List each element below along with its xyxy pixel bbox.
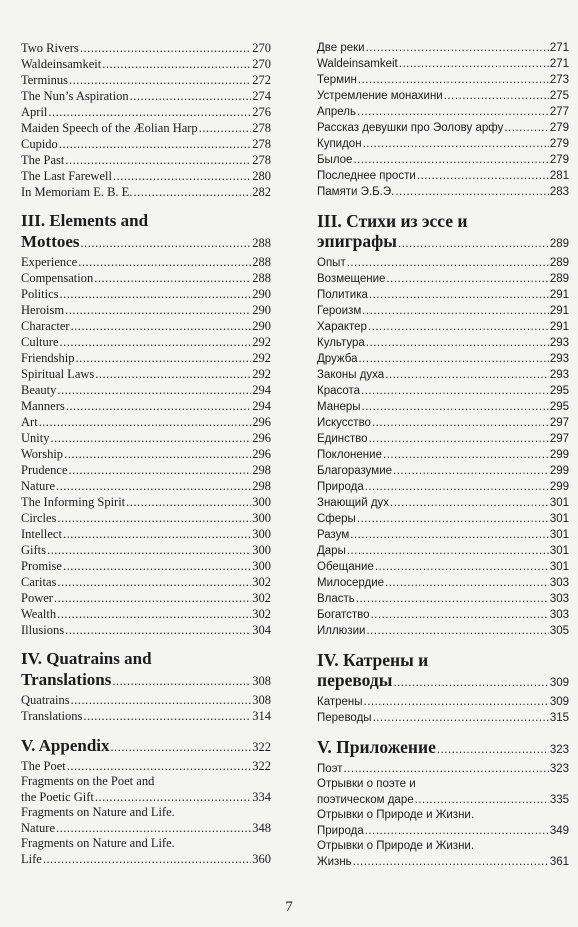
toc-entry[interactable]: Translations ..... 314 xyxy=(21,708,271,724)
toc-entry[interactable]: Купидон ..... 279 xyxy=(317,136,569,152)
toc-entry[interactable]: Термин ..... 273 xyxy=(317,72,569,88)
toc-section-5 xyxy=(21,735,271,867)
toc-entry[interactable]: Power ..... 302 xyxy=(21,590,271,606)
toc-entry[interactable]: Maiden Speech of the Æolian Harp ..... 278 xyxy=(21,120,271,136)
section-heading-line2[interactable]: переводы ..... 309 xyxy=(317,670,569,694)
toc-entry[interactable]: Иллюзии ..... 305 xyxy=(317,623,569,639)
toc-entry[interactable]: Последнее прости ..... 281 xyxy=(317,168,569,184)
toc-entry-multiline[interactable]: Отрывки о Природе и Жизни. Природа ..... 349 xyxy=(317,808,569,839)
section-heading-line2[interactable]: Translations ..... 308 xyxy=(21,669,271,692)
toc-entry[interactable]: Culture ..... 292 xyxy=(21,334,271,350)
toc-entry[interactable]: Сферы ..... 301 xyxy=(317,511,569,527)
toc-entry[interactable]: Устремление монахини ..... 275 xyxy=(317,88,569,104)
toc-entry[interactable]: Обещание ..... 301 xyxy=(317,559,569,575)
toc-entry[interactable]: Intellect ..... 300 xyxy=(21,526,271,542)
toc-column-russian xyxy=(317,40,569,870)
toc-entry-multiline[interactable]: Отрывки о поэте и поэтическом даре ..... 335 xyxy=(317,777,569,808)
toc-entry[interactable]: Дружба ..... 293 xyxy=(317,351,569,367)
toc-entry[interactable]: In Memoriam E. B. E. ..... 282 xyxy=(21,184,271,200)
toc-entry[interactable]: Знающий дух ..... 301 xyxy=(317,495,569,511)
toc-entry[interactable]: Переводы ..... 315 xyxy=(317,710,569,726)
toc-entry[interactable]: Illusions ..... 304 xyxy=(21,622,271,638)
toc-entry[interactable]: Beauty ..... 294 xyxy=(21,382,271,398)
toc-entry[interactable]: Дары ..... 301 xyxy=(317,543,569,559)
toc-entry[interactable]: Friendship ..... 292 xyxy=(21,350,271,366)
toc-section-3 xyxy=(317,211,569,639)
toc-entry[interactable]: Манеры ..... 295 xyxy=(317,399,569,415)
toc-entry[interactable]: Manners ..... 294 xyxy=(21,398,271,414)
toc-entry[interactable]: The Nun’s Aspiration ..... 274 xyxy=(21,88,271,104)
toc-entry[interactable]: The Last Farewell ..... 280 xyxy=(21,168,271,184)
toc-entry[interactable]: Апрель ..... 277 xyxy=(317,104,569,120)
toc-entry[interactable]: Compensation ..... 288 xyxy=(21,270,271,286)
toc-entry[interactable]: Культура ..... 293 xyxy=(317,335,569,351)
toc-entry[interactable]: Quatrains ..... 308 xyxy=(21,692,271,708)
page-number: 7 xyxy=(285,899,293,915)
toc-group-top xyxy=(21,40,271,200)
section-heading-line2[interactable]: Mottoes ..... 288 xyxy=(21,231,271,254)
toc-entry[interactable]: Памяти Э.Б.Э. ..... 283 xyxy=(317,184,569,200)
toc-entry[interactable]: Рассказ девушки про Эолову арфу ..... 279 xyxy=(317,120,569,136)
toc-entry[interactable]: Politics ..... 290 xyxy=(21,286,271,302)
toc-entry[interactable]: Искусство ..... 297 xyxy=(317,415,569,431)
toc-entry-multiline[interactable]: Fragments on Nature and Life. Life ..... 360 xyxy=(21,836,271,867)
toc-entry[interactable]: Art ..... 296 xyxy=(21,414,271,430)
toc-entry[interactable]: The Informing Spirit ..... 300 xyxy=(21,494,271,510)
toc-entry[interactable]: Unity ..... 296 xyxy=(21,430,271,446)
toc-entry[interactable]: Законы духа ..... 293 xyxy=(317,367,569,383)
toc-entry[interactable]: Природа ..... 299 xyxy=(317,479,569,495)
toc-entry[interactable]: Политика ..... 291 xyxy=(317,287,569,303)
toc-entry[interactable]: Prudence ..... 298 xyxy=(21,462,271,478)
toc-entry-multiline[interactable]: Fragments on the Poet and the Poetic Gift ..... 334 xyxy=(21,774,271,805)
section-heading[interactable]: IV. Quatrains and xyxy=(21,649,152,668)
toc-entry[interactable]: Поэт ..... 323 xyxy=(317,761,569,777)
toc-entry[interactable]: Характер ..... 291 xyxy=(317,319,569,335)
toc-entry[interactable]: Terminus ..... 272 xyxy=(21,72,271,88)
toc-entry[interactable]: Опыт ..... 289 xyxy=(317,255,569,271)
toc-entry[interactable]: Героизм ..... 291 xyxy=(317,303,569,319)
toc-entry[interactable]: Wealth ..... 302 xyxy=(21,606,271,622)
toc-entry[interactable]: April ..... 276 xyxy=(21,104,271,120)
toc-entry[interactable]: Circles ..... 300 xyxy=(21,510,271,526)
toc-entry[interactable]: Богатство ..... 303 xyxy=(317,607,569,623)
toc-entry[interactable]: Возмещение ..... 289 xyxy=(317,271,569,287)
toc-entry[interactable]: Waldeinsamkeit ..... 270 xyxy=(21,56,271,72)
toc-entry[interactable]: Разум ..... 301 xyxy=(317,527,569,543)
section-heading-line2[interactable]: эпиграфы ..... 289 xyxy=(317,231,569,255)
section-heading[interactable]: III. Elements and xyxy=(21,211,149,230)
toc-entry[interactable]: Поклонение ..... 299 xyxy=(317,447,569,463)
toc-entry[interactable]: Милосердие ..... 303 xyxy=(317,575,569,591)
toc-entry[interactable]: Былое ..... 279 xyxy=(317,152,569,168)
toc-entry[interactable]: Nature ..... 298 xyxy=(21,478,271,494)
toc-entry[interactable]: Власть ..... 303 xyxy=(317,591,569,607)
toc-entry[interactable]: Promise ..... 300 xyxy=(21,558,271,574)
section-heading[interactable]: V. Приложение ..... 323 xyxy=(317,737,569,761)
toc-entry[interactable]: The Past ..... 278 xyxy=(21,152,271,168)
toc-entry[interactable]: Единство ..... 297 xyxy=(317,431,569,447)
toc-entry-multiline[interactable]: Fragments on Nature and Life. Nature ..... 348 xyxy=(21,805,271,836)
toc-entry[interactable]: Two Rivers ..... 270 xyxy=(21,40,271,56)
toc-entry[interactable]: Две реки ..... 271 xyxy=(317,40,569,56)
toc-column-english xyxy=(21,40,271,867)
toc-section-3 xyxy=(21,211,271,638)
toc-entry[interactable]: Caritas ..... 302 xyxy=(21,574,271,590)
section-heading[interactable]: V. Appendix ..... 322 xyxy=(21,735,271,758)
toc-entry[interactable]: Waldeinsamkeit ..... 271 xyxy=(317,56,569,72)
toc-entry[interactable]: Красота ..... 295 xyxy=(317,383,569,399)
toc-entry[interactable]: Experience ..... 288 xyxy=(21,254,271,270)
toc-entry[interactable]: Character ..... 290 xyxy=(21,318,271,334)
toc-section-5 xyxy=(317,737,569,870)
toc-entry[interactable]: Worship ..... 296 xyxy=(21,446,271,462)
toc-entry[interactable]: Cupido ..... 278 xyxy=(21,136,271,152)
toc-section-4 xyxy=(317,650,569,726)
toc-entry[interactable]: Благоразумие ..... 299 xyxy=(317,463,569,479)
toc-entry[interactable]: Heroism ..... 290 xyxy=(21,302,271,318)
section-heading[interactable]: III. Стихи из эссе и xyxy=(317,211,468,231)
toc-section-4 xyxy=(21,649,271,724)
toc-entry[interactable]: Spiritual Laws ..... 292 xyxy=(21,366,271,382)
section-heading[interactable]: IV. Катрены и xyxy=(317,650,429,670)
toc-group-top xyxy=(317,40,569,200)
toc-entry[interactable]: Gifts ..... 300 xyxy=(21,542,271,558)
toc-entry[interactable]: Катрены ..... 309 xyxy=(317,694,569,710)
toc-entry[interactable]: The Poet ..... 322 xyxy=(21,758,271,774)
toc-entry-multiline[interactable]: Отрывки о Природе и Жизни. Жизнь ..... 361 xyxy=(317,839,569,870)
